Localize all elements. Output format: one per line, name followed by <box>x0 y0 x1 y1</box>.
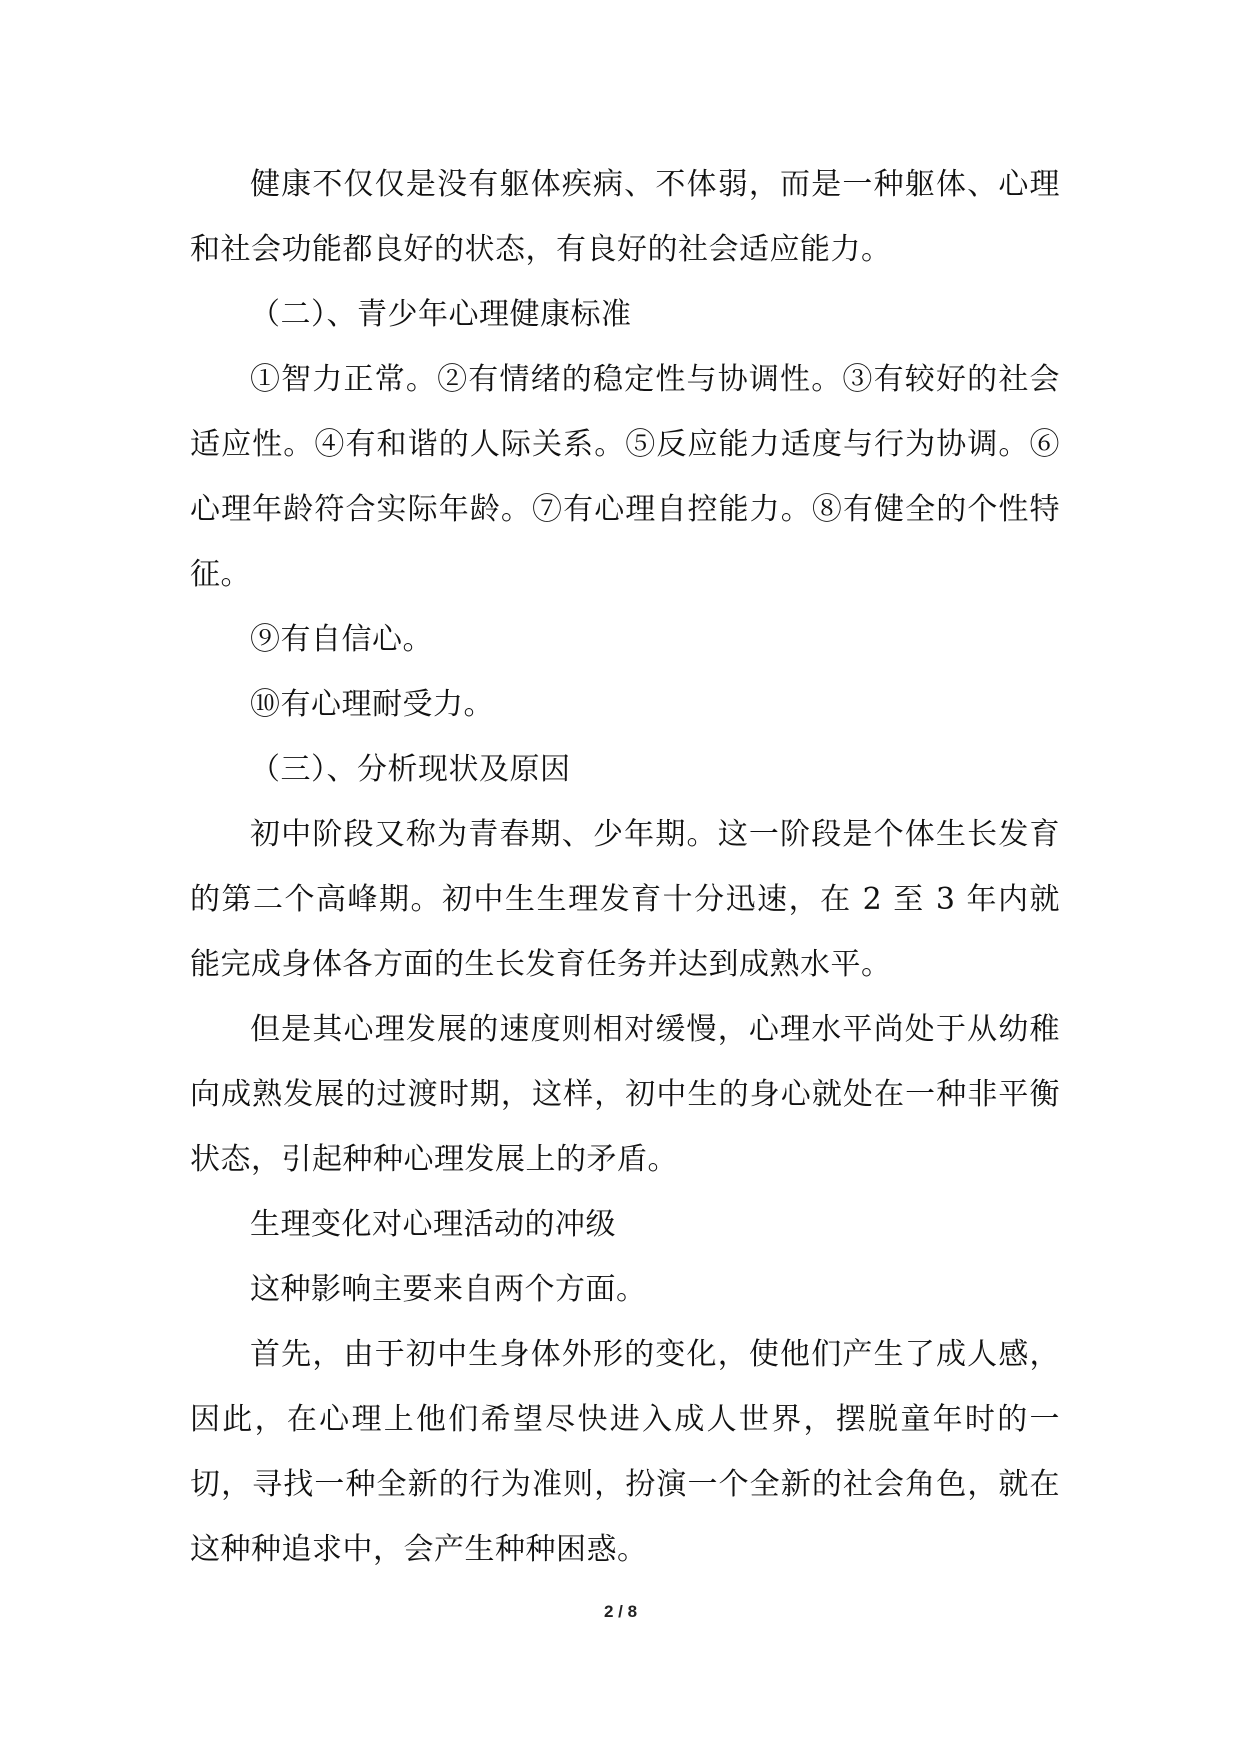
heading-section-2: （二）、青少年心理健康标准 <box>250 297 632 332</box>
heading-section-3: （三）、分析现状及原因 <box>250 752 571 787</box>
document-body <box>190 152 1060 1582</box>
paragraph-two-aspects: 这种影响主要来自两个方面。 <box>250 1272 647 1307</box>
paragraph-health-definition: 健康不仅仅是没有躯体疾病、不体弱，而是一种躯体、心理和社会功能都良好的状态，有良好的社会适应能力。 <box>190 167 1060 267</box>
paragraph-psychological-development: 但是其心理发展的速度则相对缓慢，心理水平尚处于从幼稚向成熟发展的过渡时期，这样，初中生的身心就处在一种非平衡状态，引起种种心理发展上的矛盾。 <box>190 1012 1060 1177</box>
paragraph-standard-10: ⑩有心理耐受力。 <box>250 687 494 722</box>
paragraph-standard-9: ⑨有自信心。 <box>250 622 433 657</box>
page-number: 2 / 8 <box>603 1602 638 1621</box>
paragraph-adolescence: 初中阶段又称为青春期、少年期。这一阶段是个体生长发育的第二个高峰期。初中生生理发育十分迅速，在 2 至 3 年内就能完成身体各方面的生长发育任务并达到成熟水平。 <box>190 817 1060 982</box>
subheading-physiological-impact: 生理变化对心理活动的冲级 <box>250 1207 616 1242</box>
paragraph-first-aspect: 首先，由于初中生身体外形的变化，使他们产生了成人感，因此，在心理上他们希望尽快进入成人世界，摆脱童年时的一切，寻找一种全新的行为准则，扮演一个全新的社会角色，就在这种种追求中，会产生种种困惑。 <box>190 1337 1060 1567</box>
paragraph-standards-list: ①智力正常。②有情绪的稳定性与协调性。③有较好的社会适应性。④有和谐的人际关系。⑤反应能力适度与行为协调。⑥心理年龄符合实际年龄。⑦有心理自控能力。⑧有健全的个性特征。 <box>190 362 1060 592</box>
